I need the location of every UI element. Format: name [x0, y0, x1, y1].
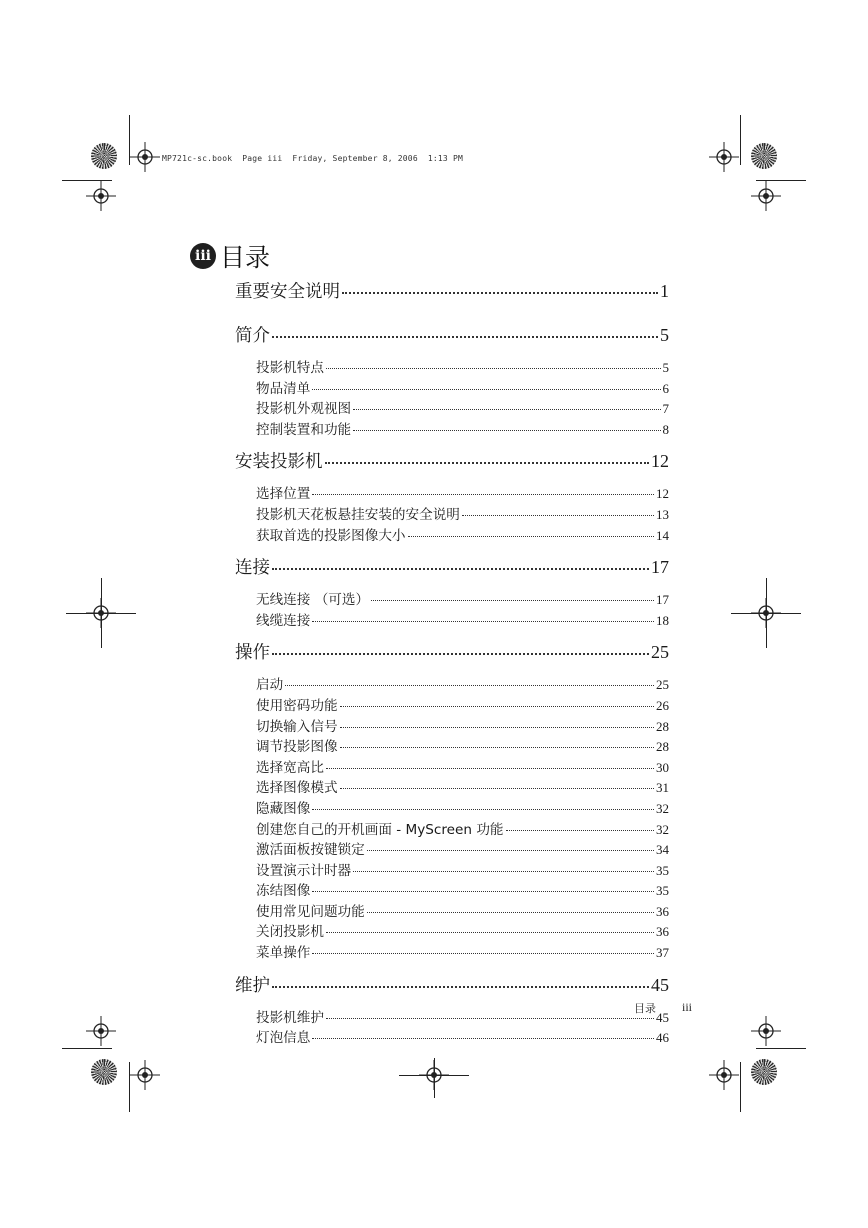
toc-entry-label: 投影机外观视图 — [256, 401, 352, 418]
toc-entry-label: 创建您自己的开机画面 - MyScreen 功能 — [256, 821, 504, 838]
table-of-contents — [235, 278, 669, 1057]
toc-entry-label: 菜单操作 — [256, 945, 311, 962]
toc-entry-label: 连接 — [235, 558, 270, 579]
dot-leader — [340, 746, 654, 748]
toc-entry-page: 5 — [662, 360, 669, 375]
toc-entry-label: 投影机维护 — [256, 1009, 324, 1026]
crop-line — [740, 1062, 741, 1112]
page-title-text: 目录 — [220, 243, 271, 272]
toc-sub-entry[interactable] — [256, 838, 669, 859]
toc-sub-entry[interactable] — [256, 920, 669, 941]
toc-sub-entry[interactable] — [256, 377, 669, 398]
toc-entry-label: 无线连接 （可选） — [256, 592, 370, 609]
toc-sub-entry[interactable] — [256, 503, 669, 524]
toc-sub-entry[interactable] — [256, 941, 669, 962]
page-footer — [634, 1000, 692, 1016]
toc-section — [235, 278, 669, 312]
dot-leader — [353, 429, 660, 431]
toc-chapter-entry[interactable] — [235, 278, 669, 312]
toc-entry-label: 投影机特点 — [256, 360, 324, 376]
registration-mark-icon — [709, 1060, 739, 1090]
toc-entry-page: 12 — [656, 486, 669, 502]
dot-leader — [353, 870, 654, 872]
toc-entry-label: 灯泡信息 — [256, 1030, 311, 1047]
toc-entry-label: 使用密码功能 — [256, 697, 338, 714]
toc-entry-label: 操作 — [235, 643, 270, 664]
dot-leader — [312, 620, 654, 622]
toc-entry-label: 简介 — [235, 326, 270, 346]
dot-leader — [326, 931, 654, 933]
toc-entry-page: 31 — [656, 780, 669, 796]
toc-entry-label: 启动 — [256, 677, 284, 694]
toc-sub-entry[interactable] — [256, 818, 669, 839]
toc-sub-entry[interactable] — [256, 524, 669, 545]
toc-sub-entry[interactable] — [256, 588, 669, 609]
dot-leader — [326, 1017, 654, 1019]
dot-leader — [312, 808, 654, 810]
crop-line — [731, 613, 801, 614]
toc-entry-page: 25 — [656, 677, 669, 693]
dot-leader — [325, 461, 650, 464]
toc-section — [235, 972, 669, 1047]
toc-entry-page: 5 — [660, 325, 669, 345]
dot-leader — [312, 890, 654, 892]
toc-section — [235, 554, 669, 629]
dot-leader — [312, 493, 654, 495]
toc-entry-page: 1 — [660, 281, 669, 301]
footer-page-number: iii — [682, 1000, 693, 1014]
toc-sub-entry[interactable] — [256, 756, 669, 777]
toc-section — [235, 639, 669, 961]
registration-mark-icon — [751, 181, 781, 211]
toc-entry-page: 30 — [656, 759, 669, 775]
toc-entry-page: 6 — [662, 380, 669, 396]
toc-entry-page: 13 — [656, 506, 669, 522]
dot-leader — [340, 705, 654, 707]
registration-mark-icon — [751, 1016, 781, 1046]
toc-sub-entry[interactable] — [256, 797, 669, 818]
toc-entry-label: 隐藏图像 — [256, 800, 311, 817]
dot-leader — [326, 767, 654, 769]
chapter-badge-icon: iii — [190, 243, 216, 269]
toc-entry-page: 34 — [656, 842, 669, 858]
dot-leader — [342, 291, 658, 294]
color-bar-icon — [751, 143, 777, 169]
dot-leader — [272, 985, 649, 988]
toc-entry-label: 选择图像模式 — [256, 780, 338, 797]
toc-entry-label: 重要安全说明 — [235, 282, 340, 302]
toc-entry-label: 选择位置 — [256, 486, 311, 503]
registration-mark-icon — [130, 1060, 160, 1090]
dot-leader — [371, 599, 654, 601]
toc-sub-entry[interactable] — [256, 1006, 669, 1027]
toc-sub-entry[interactable] — [256, 900, 669, 921]
toc-entry-label: 调节投影图像 — [256, 739, 338, 756]
dot-leader — [506, 829, 654, 831]
toc-entry-page: 45 — [656, 1009, 669, 1025]
toc-entry-label: 关闭投影机 — [256, 924, 324, 941]
registration-mark-icon — [709, 142, 739, 172]
toc-sub-entry[interactable] — [256, 418, 669, 439]
toc-sub-entry[interactable] — [256, 776, 669, 797]
toc-section — [235, 448, 669, 544]
toc-entry-label: 激活面板按键锁定 — [256, 842, 365, 859]
toc-entry-label: 物品清单 — [256, 380, 311, 397]
toc-entry-label: 冻结图像 — [256, 883, 311, 900]
toc-entry-page: 17 — [651, 557, 669, 578]
toc-entry-label: 选择宽高比 — [256, 759, 324, 776]
toc-entry-page: 28 — [656, 718, 669, 734]
toc-entry-page: 36 — [656, 903, 669, 919]
dot-leader — [340, 787, 654, 789]
registration-mark-icon — [130, 142, 160, 172]
toc-sub-entry[interactable] — [256, 859, 669, 880]
toc-entry-page: 37 — [656, 945, 669, 961]
toc-entry-page: 14 — [656, 527, 669, 543]
toc-entry-page: 26 — [656, 697, 669, 713]
toc-chapter-entry[interactable] — [235, 322, 669, 356]
toc-entry-page: 7 — [662, 401, 669, 417]
toc-entry-page: 35 — [656, 862, 669, 878]
toc-entry-label: 维护 — [235, 975, 270, 996]
page-title — [190, 238, 270, 274]
crop-line — [434, 1058, 435, 1098]
toc-sub-entry[interactable] — [256, 673, 669, 694]
dot-leader — [312, 1037, 654, 1039]
dot-leader — [367, 849, 654, 851]
dot-leader — [462, 514, 654, 516]
dot-leader — [285, 684, 654, 686]
toc-entry-page: 46 — [656, 1030, 669, 1046]
toc-sub-entry[interactable] — [256, 694, 669, 715]
crop-line — [62, 1048, 112, 1049]
dot-leader — [272, 652, 649, 655]
dot-leader — [340, 726, 654, 728]
toc-entry-label: 设置演示计时器 — [256, 862, 352, 879]
color-bar-icon — [91, 143, 117, 169]
crop-line — [740, 115, 741, 165]
toc-entry-page: 28 — [656, 739, 669, 755]
toc-entry-page: 32 — [656, 821, 669, 837]
toc-section — [235, 322, 669, 438]
dot-leader — [312, 388, 660, 390]
toc-entry-page: 35 — [656, 883, 669, 899]
toc-entry-page: 36 — [656, 924, 669, 940]
toc-chapter-entry[interactable] — [235, 554, 669, 588]
toc-chapter-entry[interactable] — [235, 448, 669, 482]
toc-entry-label: 使用常见问题功能 — [256, 903, 365, 920]
toc-chapter-entry[interactable] — [235, 972, 669, 1006]
toc-entry-label: 获取首选的投影图像大小 — [256, 527, 406, 544]
toc-entry-label: 切换输入信号 — [256, 718, 338, 735]
registration-mark-icon — [86, 1016, 116, 1046]
crop-line — [66, 613, 136, 614]
dot-leader — [353, 408, 660, 410]
toc-sub-entry[interactable] — [256, 879, 669, 900]
dot-leader — [312, 952, 654, 954]
dot-leader — [367, 911, 654, 913]
toc-sub-entry[interactable] — [256, 715, 669, 736]
toc-entry-page: 8 — [662, 421, 669, 437]
registration-mark-icon — [86, 181, 116, 211]
toc-entry-page: 25 — [651, 642, 669, 663]
dot-leader — [272, 335, 658, 338]
footer-section: 目录 — [634, 1002, 656, 1015]
toc-entry-label: 安装投影机 — [235, 452, 323, 473]
crop-line — [756, 1048, 806, 1049]
dot-leader — [326, 367, 661, 369]
toc-sub-entry[interactable] — [256, 356, 669, 377]
toc-entry-label: 控制装置和功能 — [256, 421, 352, 438]
toc-entry-page: 45 — [651, 974, 669, 995]
toc-entry-label: 线缆连接 — [256, 612, 311, 629]
dot-leader — [272, 567, 649, 570]
toc-entry-page: 18 — [656, 612, 669, 628]
toc-sub-entry[interactable] — [256, 735, 669, 756]
toc-sub-entry[interactable] — [256, 482, 669, 503]
toc-chapter-entry[interactable] — [235, 639, 669, 673]
toc-entry-label: 投影机天花板悬挂安装的安全说明 — [256, 506, 460, 523]
toc-entry-page: 32 — [656, 800, 669, 816]
dot-leader — [408, 535, 654, 537]
toc-entry-page: 17 — [656, 592, 669, 608]
toc-entry-page: 12 — [651, 451, 669, 472]
toc-sub-entry[interactable] — [256, 1026, 669, 1047]
toc-sub-entry[interactable] — [256, 609, 669, 630]
toc-sub-entry[interactable] — [256, 397, 669, 418]
file-info-header: MP721c-sc.book Page iii Friday, September 8, 2006 1:13 PM — [162, 154, 463, 163]
color-bar-icon — [91, 1059, 117, 1085]
color-bar-icon — [751, 1059, 777, 1085]
